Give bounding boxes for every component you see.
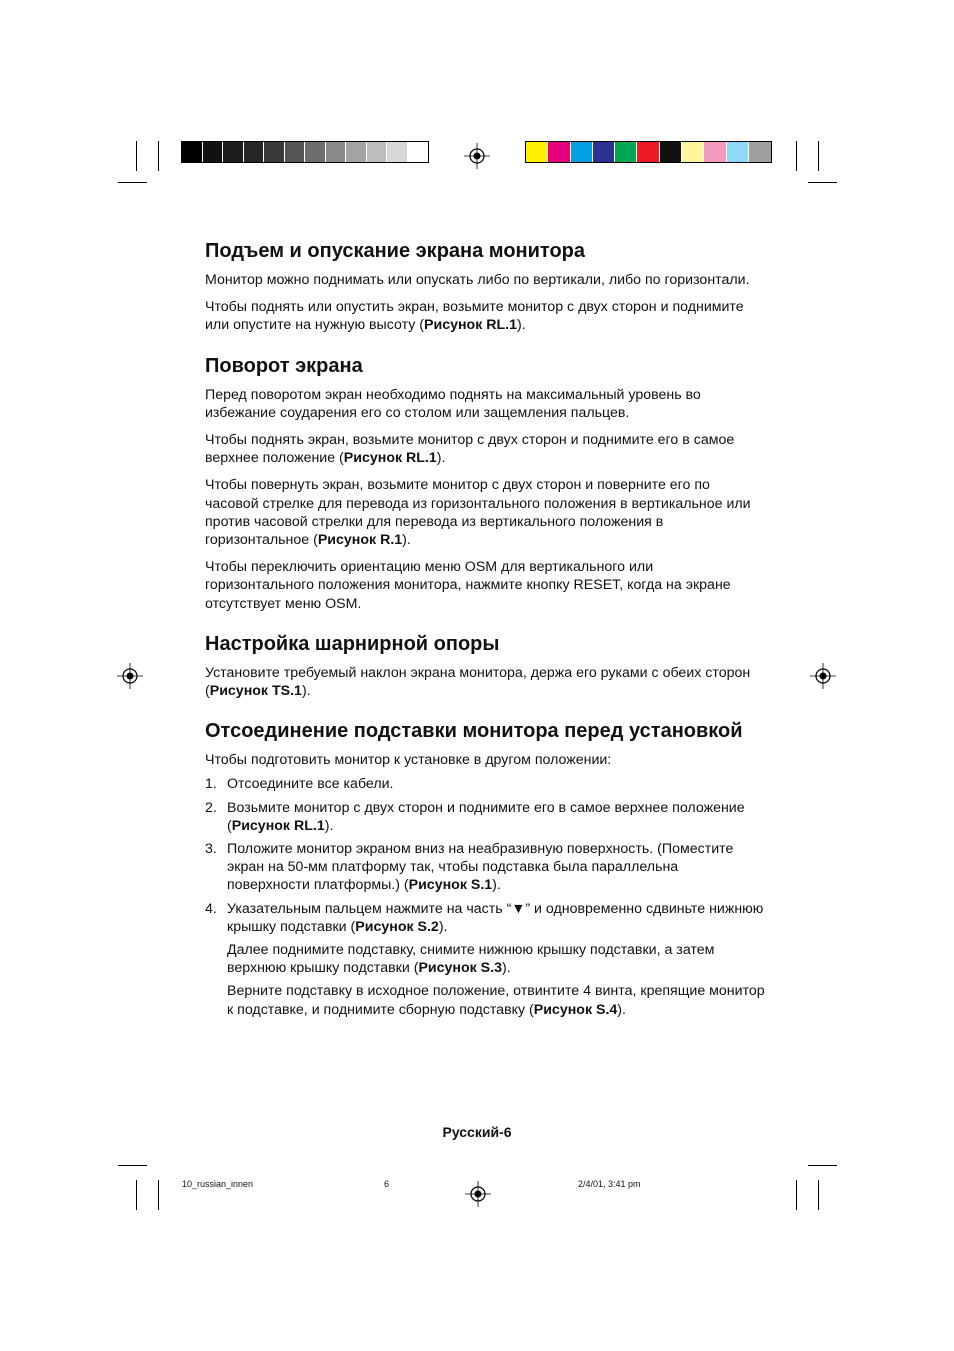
- color-swatch: [727, 142, 749, 162]
- section-heading: Настройка шарнирной опоры: [205, 632, 500, 655]
- list-item: [205, 799, 765, 835]
- document-body: [205, 238, 765, 1037]
- page-number-label: Русский-6: [442, 1124, 512, 1140]
- section: [205, 238, 765, 335]
- list-paragraph: [227, 775, 765, 793]
- gray-swatch: [305, 142, 326, 162]
- figure-reference: Рисунок R.1: [317, 532, 403, 549]
- list-number: 1.: [205, 776, 217, 793]
- registration-mark-icon: [117, 663, 143, 689]
- figure-reference: Рисунок TS.1: [209, 683, 302, 700]
- figure-reference: Рисунок S.2: [355, 918, 439, 935]
- section: [205, 353, 765, 613]
- figure-reference: Рисунок RL.1: [343, 450, 437, 467]
- list-item: [205, 840, 765, 895]
- list-item: [205, 900, 765, 1019]
- gray-swatch: [223, 142, 244, 162]
- list-paragraph: [227, 799, 765, 835]
- text-run: Чтобы переключить ориентацию меню OSM для вертикального или горизонтального положения монитора, нажмите кнопку RESET, когда на экране отсутствует меню OSM.: [205, 559, 731, 612]
- text-run: ).: [438, 918, 448, 935]
- section: [205, 718, 765, 1019]
- list-paragraph: [227, 900, 765, 936]
- text-run: Далее поднимите подставку, снимите нижнюю крышку подставки, а затем верхнюю крышку подставки (: [227, 942, 715, 977]
- paragraph: [205, 476, 765, 549]
- list-paragraph: [227, 840, 765, 895]
- gray-swatch: [244, 142, 265, 162]
- registration-mark-icon: [464, 143, 490, 169]
- color-swatch: [571, 142, 593, 162]
- color-swatch: [749, 142, 771, 162]
- text-run: ).: [324, 817, 334, 834]
- figure-reference: Рисунок RL.1: [231, 817, 325, 834]
- color-swatch: [548, 142, 570, 162]
- paragraph: [205, 558, 765, 613]
- gray-swatch: [326, 142, 347, 162]
- registration-mark-icon: [465, 1181, 491, 1207]
- list-number: 3.: [205, 841, 217, 858]
- paragraph: [205, 431, 765, 467]
- slug-filename: 10_russian_innen: [182, 1179, 254, 1189]
- color-swatch: [615, 142, 637, 162]
- section-heading: Поворот экрана: [205, 354, 363, 377]
- text-run: Возьмите монитор с двух сторон и поднимите его в самое верхнее положение (: [227, 799, 745, 834]
- numbered-list: [205, 775, 765, 1018]
- color-swatch: [593, 142, 615, 162]
- text-run: Установите требуемый наклон экрана монитора, держа его руками с обеих сторон (: [205, 664, 751, 700]
- text-run: ).: [517, 317, 526, 334]
- figure-reference: Рисунок S.3: [418, 960, 502, 977]
- gray-swatch: [285, 142, 306, 162]
- gray-swatch: [203, 142, 224, 162]
- gray-swatch: [367, 142, 388, 162]
- gray-swatch: [264, 142, 285, 162]
- gray-swatch: [346, 142, 367, 162]
- text-run: Верните подставку в исходное положение, отвинтите 4 винта, крепящие монитор к подставке, и поднимите сборную подставку (: [227, 983, 765, 1018]
- color-swatch: [637, 142, 659, 162]
- text-run: Чтобы поднять или опустить экран, возьмите монитор с двух сторон и поднимите или опустите на нужную высоту (: [205, 299, 744, 334]
- section: [205, 631, 765, 700]
- list-number: 4.: [205, 900, 217, 917]
- figure-reference: Рисунок S.1: [408, 877, 493, 894]
- registration-mark-icon: [810, 663, 836, 689]
- text-run: ).: [617, 1001, 626, 1018]
- text-run: Чтобы поднять экран, возьмите монитор с двух сторон и поднимите его в самое верхнее положение (: [205, 432, 735, 467]
- text-run: ).: [436, 450, 446, 467]
- paragraph: [205, 298, 765, 334]
- figure-reference: Рисунок RL.1: [424, 317, 518, 334]
- list-number: 2.: [205, 799, 217, 816]
- text-run: ).: [492, 877, 501, 894]
- cmyk-color-bar: [525, 141, 772, 163]
- list-paragraph: [227, 982, 765, 1018]
- gray-swatch: [182, 142, 203, 162]
- text-run: Указательным пальцем нажмите на часть “▼” и одновременно сдвиньте нижнюю крышку подставки (: [227, 900, 764, 935]
- list-item: [205, 775, 765, 793]
- text-run: ).: [402, 532, 411, 549]
- text-run: ).: [501, 960, 511, 977]
- grayscale-color-bar: [181, 141, 429, 163]
- color-swatch: [526, 142, 548, 162]
- color-swatch: [704, 142, 726, 162]
- list-intro: Чтобы подготовить монитор к установке в другом положении:: [205, 752, 612, 769]
- text-run: Отсоедините все кабели.: [227, 776, 394, 793]
- section-heading: Подъем и опускание экрана монитора: [205, 240, 585, 262]
- paragraph: [205, 271, 765, 289]
- list-paragraph: [227, 941, 765, 977]
- figure-reference: Рисунок S.4: [533, 1001, 618, 1018]
- paragraph: [205, 664, 765, 700]
- text-run: Чтобы повернуть экран, возьмите монитор с двух сторон и поверните его по часовой стрелке для перевода из горизонтального положения в вертикальное или против часовой стрелки для перевода из вертикального положения в горизонтальное (: [205, 477, 751, 549]
- paragraph: [205, 386, 765, 422]
- slug-page-number: 6: [384, 1179, 390, 1189]
- color-swatch: [660, 142, 682, 162]
- gray-swatch: [387, 142, 408, 162]
- color-swatch: [682, 142, 704, 162]
- text-run: Положите монитор экраном вниз на неабразивную поверхность. (Поместите экран на 50-мм платформу так, чтобы подставка была параллельна поверхности платформы.) (: [227, 841, 734, 894]
- gray-swatch: [408, 142, 428, 162]
- slug-timestamp: 2/4/01, 3:41 pm: [578, 1179, 641, 1189]
- section-heading: Отсоединение подставки монитора перед установкой: [205, 720, 743, 743]
- text-run: Перед поворотом экран необходимо поднять на максимальный уровень во избежание соударения его со столом или защемления пальцев.: [205, 386, 701, 421]
- text-run: Монитор можно поднимать или опускать либо по вертикали, либо по горизонтали.: [205, 272, 750, 288]
- text-run: ).: [301, 683, 311, 700]
